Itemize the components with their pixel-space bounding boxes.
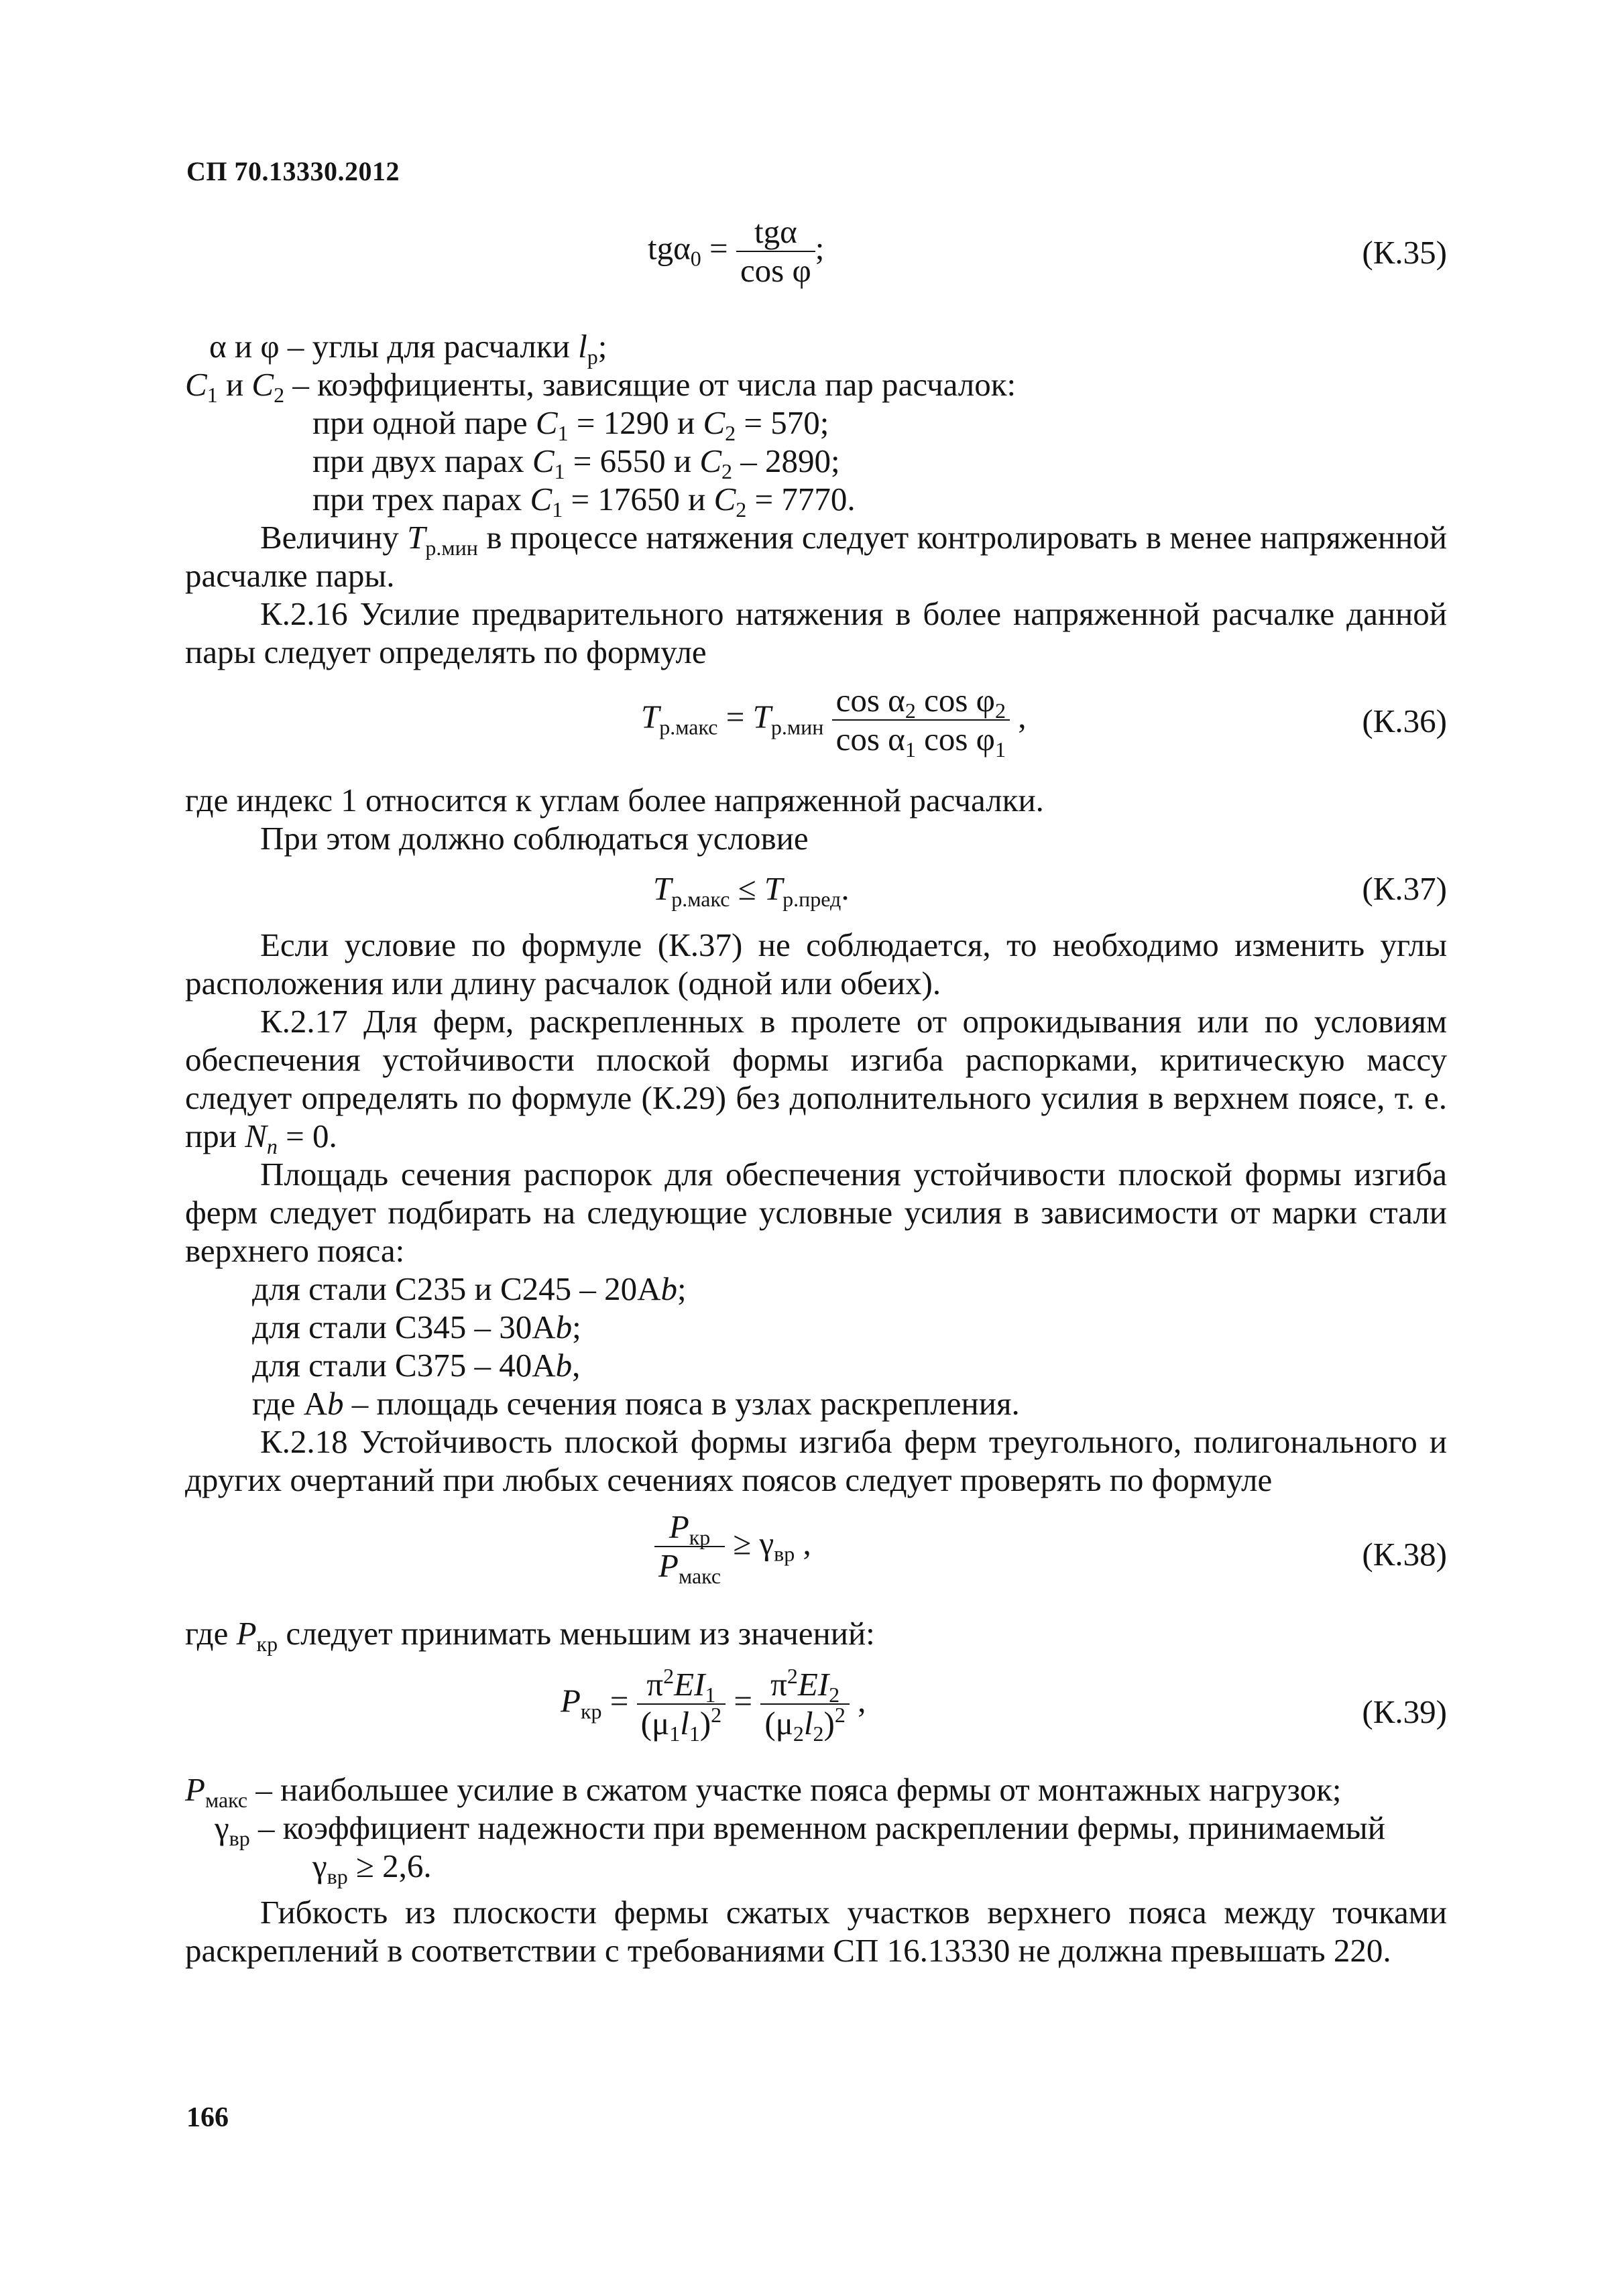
formula-k35-fraction [736, 213, 815, 290]
definition-alpha-var: l [578, 328, 587, 365]
paragraph-tmin [185, 518, 1447, 595]
c-pair-two-c2-sub: 2 [721, 459, 733, 483]
definition-alpha-sub: р [587, 345, 598, 369]
tmin-var: T [407, 519, 426, 556]
c2-sub: 2 [274, 383, 285, 407]
steel-item-1-end: ; [677, 1270, 687, 1307]
paragraph-pmax [185, 1770, 1447, 1812]
paragraph-flexibility: Гибкость из плоскости фермы сжатых участков верхнего пояса между точками раскреплений в соответствии с требованиями СП 16.13330 не должна превышать 220. [185, 1894, 1447, 1969]
formula-k38-denominator [654, 1547, 725, 1588]
formula-k38 [185, 1508, 1447, 1609]
formula-k39 [185, 1666, 1447, 1766]
paragraph-index: где индекс 1 относится к углам более напряженной расчалки. [185, 782, 1044, 819]
formula-k36 [185, 682, 1447, 776]
formula-k38-den-sub: макс [678, 1564, 721, 1588]
steel-item-1 [252, 1270, 1447, 1308]
formula-k38-rhs: ≥ γ [725, 1524, 774, 1562]
paragraph-k218: К.2.18 Устойчивость плоской формы изгиба ферм треугольного, полигонального и других очертаний при любых сечениях поясов следует проверять по формуле [185, 1423, 1447, 1498]
definition-alpha-phi [209, 327, 1447, 369]
formula-k35-denominator: cos φ [740, 252, 811, 289]
tmin-sub: р.мин [425, 536, 478, 560]
paragraph-k216: К.2.16 Усилие предварительного натяжения в более напряженной расчалке данной пары следует определять по формуле [185, 595, 1447, 670]
page-header: СП 70.13330.2012 [186, 156, 400, 186]
c-pair-two-c1: C [532, 442, 555, 479]
c-pair-one-a: при одной паре [312, 404, 536, 441]
formula-k35-lhs: tgα [648, 229, 691, 267]
pkr-sub: кр [256, 1632, 278, 1656]
formula-k35-body [648, 213, 824, 290]
document-body [185, 213, 1447, 1970]
c-pair-two-b: = 6550 и [565, 442, 700, 479]
definition-c: $C_1$ и $C_2$ – коэффициенты, зависящие от числа пар расчалок: [185, 366, 1017, 407]
paragraph-tmin-a: Величину [260, 519, 408, 556]
page-number: 166 [186, 2102, 229, 2133]
c-pair-three-c1-sub: 1 [552, 497, 563, 522]
c-pair-one-c2: C [703, 404, 726, 441]
paragraph-ab-b: – площадь сечения пояса в узлах раскрепления. [343, 1385, 1020, 1422]
formula-k37-lhs-var: T [653, 870, 672, 907]
formula-k36-numerator: $\cos \alpha_2$ $\cos \varphi_2$ [832, 682, 1010, 721]
formula-k37-lhs-sub: р.макс [671, 887, 730, 911]
formula-k35-numerator: tgα [736, 213, 815, 252]
formula-k38-tail: , [795, 1524, 811, 1562]
formula-k39-lhs-sub: кр [580, 1699, 602, 1724]
definition-alpha-text: α и φ – углы для расчалки [209, 328, 579, 365]
formula-k35-eq: = [701, 229, 728, 267]
formula-k36-lhs-var: T [641, 698, 660, 735]
formula-k36-rhs-var: T [752, 698, 771, 735]
gamma-var: γ [215, 1809, 229, 1846]
steel-item-3-text: для стали С375 – 40А [252, 1347, 556, 1384]
formula-k39-numerator-1: $\pi^2EI_1$ [637, 1666, 726, 1705]
formula-k36-fraction [832, 682, 1010, 762]
formula-k35-lhs-sub: 0 [690, 246, 701, 271]
formula-k37-body [653, 869, 850, 911]
formula-k37-rhs-var: T [764, 870, 783, 907]
c-pair-three-c2: C [713, 481, 736, 518]
paragraph-k217-b: = 0. [277, 1117, 337, 1154]
pmax-sub: макс [205, 1788, 248, 1812]
formula-k36-label: (К.36) [1362, 703, 1447, 739]
c-pair-three-a: при трех парах [312, 481, 530, 518]
formula-k39-numerator-2: $\pi^2EI_2$ [760, 1666, 850, 1705]
formula-k38-numerator [654, 1508, 725, 1547]
c-pair-three [312, 480, 1447, 522]
steel-item-3-var: b [555, 1347, 573, 1384]
paragraph-pmax-text: – наибольшее усилие в сжатом участке пояса фермы от монтажных нагрузок; [247, 1771, 1342, 1808]
definition-c-text: – коэффициенты, зависящие от числа пар расчалок: [292, 366, 1017, 403]
formula-k38-label: (К.38) [1362, 1536, 1447, 1573]
steel-item-1-text: для стали С235 и С245 – 20А [252, 1270, 661, 1307]
formula-k36-tail: , [1009, 698, 1027, 735]
c-pair-one [312, 404, 1447, 445]
formula-k36-denominator: $\cos \alpha_1$ $\cos \varphi_1$ [835, 721, 1006, 762]
formula-k39-denominator-2: $(\mu_2l_2)^2$ [764, 1703, 846, 1746]
formula-k39-fraction-2 [760, 1664, 850, 1746]
formula-k37-rhs-sub: р.пред [782, 887, 842, 911]
nn-var: N [245, 1117, 267, 1154]
c2-symbol: C [251, 366, 274, 403]
definition-alpha-end: ; [597, 328, 607, 365]
c-pair-one-c1-sub: 1 [557, 421, 569, 445]
gamma-var-2: γ [312, 1848, 327, 1884]
formula-k39-denominator-1: $(\mu_1l_1)^2$ [640, 1703, 722, 1746]
formula-k36-rhs-sub: р.мин [770, 715, 824, 739]
formula-k37-op: ≤ [730, 870, 764, 907]
paragraph-pkr [185, 1614, 1447, 1656]
pkr-var: P [236, 1615, 257, 1652]
formula-k35 [185, 213, 1447, 314]
c-pair-two-c: – 2890; [732, 442, 840, 479]
c1-symbol: C [185, 366, 207, 403]
steel-item-2 [252, 1308, 1447, 1346]
steel-item-2-end: ; [572, 1309, 581, 1345]
c-pair-two-c1-sub: 1 [554, 459, 565, 483]
formula-k39-body: $P_{кр}$ = $\frac{\pi^2EI_1}{(\mu_1l_1)^2}$ = $\frac{\pi^2EI_2}{(\mu_2l_2)^2}$ , [561, 1664, 866, 1746]
formula-k38-num-sub: кр [689, 1525, 711, 1549]
c-pair-three-b: = 17650 и [563, 481, 714, 518]
steel-item-2-text: для стали С345 – 30А [252, 1309, 556, 1345]
paragraph-k217-a: К.2.17 Для ферм, раскрепленных в пролете от опрокидывания или по условиям обеспечения устойчивости плоской формы изгиба распорками, критическую массу следует определять по формуле (К.29) без дополнительного усилия в верхнем поясе, т. е. при [185, 1003, 1447, 1154]
steel-item-2-var: b [555, 1309, 573, 1345]
c1-sub: 1 [207, 383, 218, 407]
c-pair-two-a: при двух парах [312, 442, 532, 479]
formula-k38-fraction [654, 1508, 725, 1588]
formula-k38-den-var: P [658, 1547, 679, 1584]
c-pair-three-c2-sub: 2 [736, 497, 747, 522]
paragraph-gamma [215, 1809, 1447, 1850]
c-pair-one-c2-sub: 2 [725, 421, 736, 445]
paragraph-area: Площадь сечения распорок для обеспечения устойчивости плоской формы изгиба ферм следует подбирать на следующие условные усилия в зависимости от марки стали верхнего пояса: [185, 1156, 1447, 1269]
formula-k37-tail: . [841, 870, 850, 907]
paragraph-ab-a: где А [252, 1385, 327, 1422]
gamma-sub: вр [229, 1826, 250, 1850]
steel-item-1-var: b [660, 1270, 678, 1307]
formula-k36-eq: = [717, 698, 753, 735]
paragraph-if: Если условие по формуле (К.37) не соблюдается, то необходимо изменить углы расположения или длину расчалок (одной или обеих). [185, 926, 1447, 1002]
paragraph-gamma-a: – коэффициент надежности при временном раскреплении фермы, принимаемый [258, 1809, 1385, 1846]
formula-k39-lhs-var: P [561, 1682, 581, 1719]
nn-sub-text: n [266, 1134, 278, 1158]
formula-k38-body [654, 1508, 811, 1588]
formula-k37-label: (К.37) [1362, 870, 1447, 907]
paragraph-condition: При этом должно соблюдаться условие [260, 820, 809, 857]
paragraph-gamma-b: ≥ 2,6. [347, 1848, 432, 1884]
formula-k36-lhs-sub: р.макс [659, 715, 718, 739]
paragraph-pkr-a: где [185, 1615, 237, 1652]
paragraph-ab [252, 1384, 1447, 1423]
paragraph-k217 [185, 1002, 1447, 1158]
c-pair-three-c1: C [530, 481, 553, 518]
formula-k35-label: (К.35) [1362, 234, 1447, 271]
steel-item-3-end: , [572, 1347, 581, 1384]
formula-k39-label: (К.39) [1362, 1693, 1447, 1730]
formula-k37 [185, 863, 1447, 916]
formula-k38-num-var: P [669, 1508, 689, 1545]
steel-item-3 [252, 1346, 1447, 1384]
c-pair-one-c: = 570; [736, 404, 829, 441]
formula-k38-rhs-sub: вр [774, 1541, 795, 1566]
paragraph-ab-var: b [327, 1385, 344, 1422]
paragraph-tmin-b: в процессе натяжения следует контролировать в менее напряженной расчалке пары. [185, 519, 1447, 594]
c-pair-two-c2: C [699, 442, 722, 479]
paragraph-pkr-b: следует принимать меньшим из значений: [278, 1615, 875, 1652]
paragraph-gamma-cont [312, 1847, 1447, 1888]
formula-k36-body [641, 682, 1027, 762]
c-pair-one-b: = 1290 и [568, 404, 703, 441]
formula-k35-tail: ; [815, 229, 825, 267]
c-pair-two [312, 442, 1447, 483]
gamma-sub-2: вр [327, 1864, 348, 1888]
c-pair-one-c1: C [535, 404, 558, 441]
formula-k39-fraction-1 [637, 1664, 726, 1746]
pmax-var: P [185, 1771, 205, 1808]
c-pair-three-c: = 7770. [746, 481, 856, 518]
